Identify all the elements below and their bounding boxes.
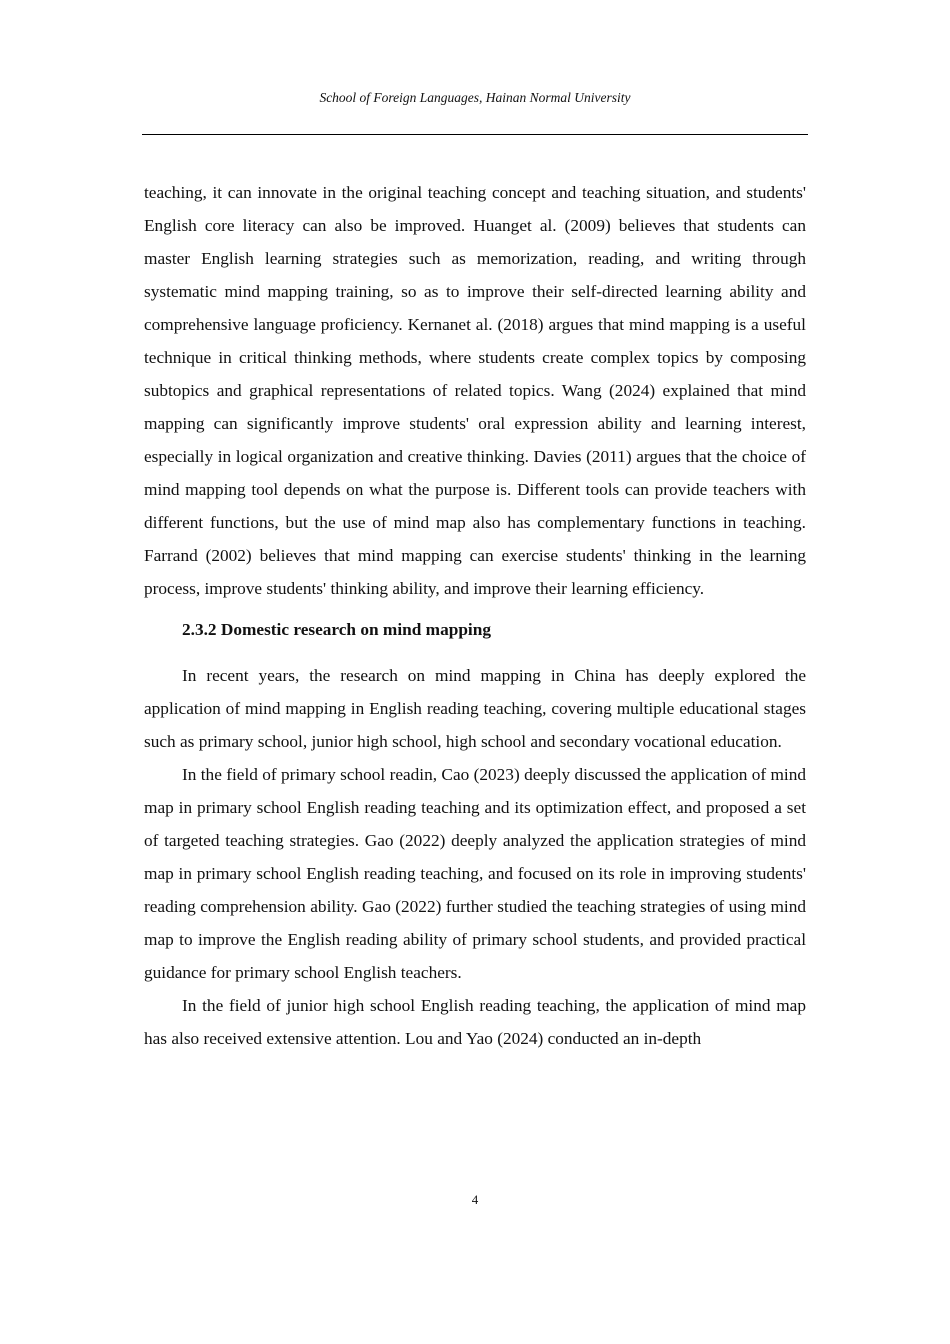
section-heading: 2.3.2 Domestic research on mind mapping xyxy=(182,620,491,639)
paragraph-primary-school: In the field of primary school readin, Cao (2023) deeply discussed the application of mind map in primary school English reading teaching and its optimization effect, and proposed a set of targeted teaching strategies. Gao (2022) deeply analyzed the application strategies of mind map in primary school English reading teaching, and focused on its role in improving students' reading comprehension ability. Gao (2022) further studied the teaching strategies of using mind map to improve the English reading ability of primary school students, and provided practical guidance for primary school English teachers. xyxy=(144,765,806,982)
paragraph-continued: teaching, it can innovate in the original teaching concept and teaching situation, and students' English core literacy can also be improved. Huanget al. (2009) believes that students can master English learning strategies such as memorization, reading, and writing through systematic mind mapping training, so as to improve their self-directed learning ability and comprehensive language proficiency. Kernanet al. (2018) argues that mind mapping is a useful technique in critical thinking methods, where students create complex topics by composing subtopics and graphical representations of related topics. Wang (2024) explained that mind mapping can significantly improve students' oral expression ability and learning interest, especially in logical organization and creative thinking. Davies (2011) argues that the choice of mind mapping tool depends on what the purpose is. Different tools can provide teachers with different functions, but the use of mind map also has complementary functions in teaching. Farrand (2002) believes that mind mapping can exercise students' thinking in the learning process, improve students' thinking ability, and improve their learning efficiency. xyxy=(144,183,806,598)
paragraph-junior-high: In the field of junior high school English reading teaching, the application of mind map has also received extensive attention. Lou and Yao (2024) conducted an in-depth xyxy=(144,996,806,1048)
running-header-title: School of Foreign Languages, Hainan Normal University xyxy=(319,90,631,105)
page-body xyxy=(144,176,806,1055)
header-divider xyxy=(142,134,808,135)
paragraph-domestic-intro: In recent years, the research on mind mapping in China has deeply explored the application of mind mapping in English reading teaching, covering multiple educational stages such as primary school, junior high school, high school and secondary vocational education. xyxy=(144,666,806,751)
page-number: 4 xyxy=(471,1192,479,1207)
